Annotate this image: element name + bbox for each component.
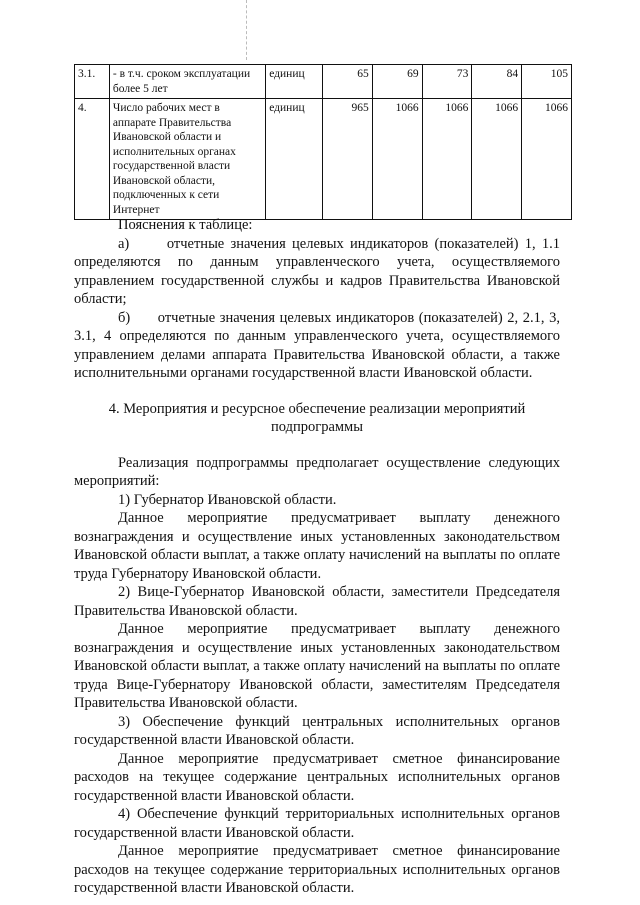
value-cell: 69 bbox=[372, 65, 422, 99]
indicators-table bbox=[74, 64, 572, 220]
unit-cell: единиц bbox=[266, 99, 323, 220]
measure-title: 3) Обеспечение функций центральных исполнительных органов государственной власти Ивановской области. bbox=[74, 713, 560, 748]
value-cell: 1066 bbox=[422, 99, 472, 220]
value-cell: 1066 bbox=[372, 99, 422, 220]
row-number: 3.1. bbox=[75, 65, 110, 99]
unit-cell: единиц bbox=[266, 65, 323, 99]
indicator-name: - в т.ч. сроком эксплуатации более 5 лет bbox=[109, 65, 265, 99]
document-body bbox=[74, 216, 560, 898]
table-row bbox=[75, 65, 572, 99]
row-number: 4. bbox=[75, 99, 110, 220]
value-cell: 65 bbox=[323, 65, 373, 99]
indicator-name: Число рабочих мест в аппарате Правительства Ивановской области и исполнительных органах государственной власти Ивановской области, подключенных к сети Интернет bbox=[109, 99, 265, 220]
value-cell: 84 bbox=[472, 65, 522, 99]
measure-title: 4) Обеспечение функций территориальных исполнительных органов государственной власти Ивановской области. bbox=[74, 806, 560, 841]
measure-description: Данное мероприятие предусматривает выплату денежного вознаграждения и осуществление иных установленных законодательством Ивановской области выплат, а также оплату начислений на выплаты по оплате труда Вице-Губернатору Ивановской области, заместителям Председателя Правительства Ивановской области. bbox=[74, 621, 560, 711]
notes-title: Пояснения к таблице: bbox=[118, 217, 253, 233]
table-row bbox=[75, 99, 572, 220]
measure-description: Данное мероприятие предусматривает сметное финансирование расходов на текущее содержание территориальных исполнительных органов государственной власти Ивановской области. bbox=[74, 843, 560, 896]
value-cell: 1066 bbox=[472, 99, 522, 220]
value-cell: 73 bbox=[422, 65, 472, 99]
measure-description: Данное мероприятие предусматривает сметное финансирование расходов на текущее содержание центральных исполнительных органов государственной власти Ивановской области. bbox=[74, 750, 560, 804]
value-cell: 105 bbox=[522, 65, 572, 99]
section-intro: Реализация подпрограммы предполагает осуществление следующих мероприятий: bbox=[74, 454, 560, 489]
note-a: а) отчетные значения целевых индикаторов (показателей) 1, 1.1 определяются по данным управленческого учета, осуществляемого управлением государственной службы и кадров Правительства Ивановской области; bbox=[74, 235, 560, 307]
section-heading-line2: подпрограммы bbox=[271, 419, 363, 435]
value-cell: 1066 bbox=[522, 99, 572, 220]
note-b: б) отчетные значения целевых индикаторов (показателей) 2, 2.1, 3, 3.1, 4 определяются по данным управленческого учета, осуществляемого управлением делами аппарата Правительства Ивановской области, а также исполнительными органами государственной власти Ивановской области. bbox=[74, 309, 560, 381]
measure-title: 2) Вице-Губернатор Ивановской области, заместители Председателя Правительства Ивановской области. bbox=[74, 584, 560, 619]
value-cell: 965 bbox=[323, 99, 373, 220]
scan-fold-mark bbox=[246, 0, 248, 60]
measure-description: Данное мероприятие предусматривает выплату денежного вознаграждения и осуществление иных установленных законодательством Ивановской области выплат, а также оплату начислений на выплаты по оплате труда Губернатору Ивановской области. bbox=[74, 510, 560, 582]
section-heading-line1: 4. Мероприятия и ресурсное обеспечение реализации мероприятий bbox=[108, 400, 526, 417]
measure-title: 1) Губернатор Ивановской области. bbox=[118, 491, 337, 508]
